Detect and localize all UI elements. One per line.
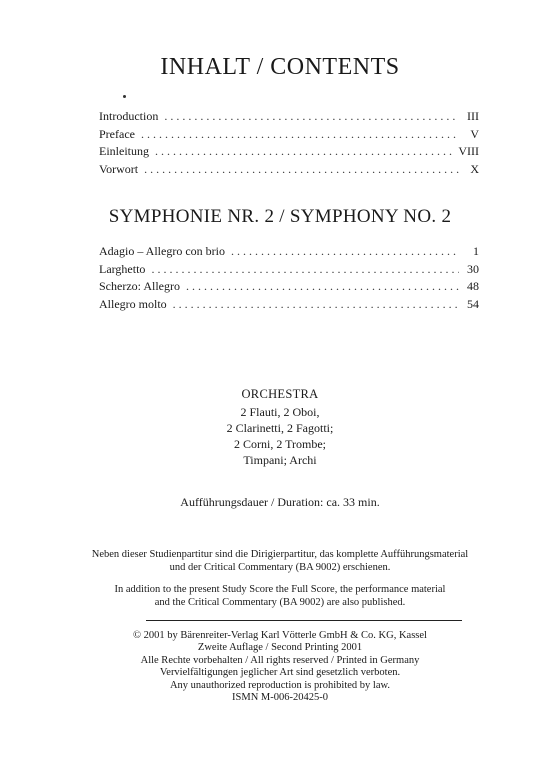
note-line: Neben dieser Studienpartitur sind die Dirigierpartitur, das komplette Aufführungsmaterial: [91, 549, 469, 560]
toc-entry-label: Introduction: [99, 109, 159, 123]
toc-entry[interactable]: [99, 244, 479, 262]
toc-entry-page: X: [470, 161, 479, 176]
toc-entry-page: 48: [467, 279, 479, 293]
toc-entry-page: III: [467, 109, 479, 123]
imprint-line: Any unauthorized reproduction is prohibited by law.: [169, 679, 391, 691]
toc-entry-label: Einleitung: [99, 144, 149, 158]
dot-leader: [186, 279, 459, 294]
imprint-line: Vervielfältigungen jeglicher Art sind gesetzlich verboten.: [159, 667, 401, 679]
performance-duration: Aufführungsdauer / Duration: ca. 33 min.: [180, 495, 380, 509]
orchestra-heading: ORCHESTRA: [241, 387, 319, 401]
toc-entry[interactable]: [99, 162, 479, 180]
toc-entry-label: Scherzo: Allegro: [99, 279, 180, 293]
toc-entry-label: Vorwort: [99, 161, 139, 176]
dot-leader: [151, 262, 459, 277]
toc-entry[interactable]: [99, 127, 479, 145]
note-line: In addition to the present Study Score the Full Score, the performance material: [114, 584, 446, 595]
toc-entry-label: Preface: [99, 126, 135, 141]
symphony-title: SYMPHONIE NR. 2 / SYMPHONY NO. 2: [108, 206, 452, 227]
toc-entry[interactable]: [99, 144, 479, 162]
movements-toc: [99, 244, 479, 314]
toc-entry-label: Allegro molto: [99, 296, 167, 311]
imprint-line: ISMN M-006-20425-0: [232, 692, 328, 704]
dot-leader: [141, 127, 459, 142]
toc-entry-page: VIII: [458, 144, 479, 158]
divider-rule: [146, 620, 462, 621]
print-speck: [123, 95, 126, 98]
imprint-line: Alle Rechte vorbehalten / All rights reserved / Printed in Germany: [140, 654, 420, 666]
toc-entry-page: 1: [473, 244, 479, 258]
instrumentation-line: 2 Corni, 2 Trombe;: [233, 437, 326, 451]
dot-leader: [155, 144, 452, 159]
instrumentation-line: 2 Flauti, 2 Oboi,: [240, 405, 320, 419]
orchestra-section: [0, 386, 560, 468]
toc-entry-page: 30: [467, 261, 479, 276]
toc-entry[interactable]: [99, 262, 479, 280]
instrumentation-line: 2 Clarinetti, 2 Fagotti;: [226, 421, 334, 435]
toc-entry[interactable]: [99, 109, 479, 127]
toc-entry-page: 54: [467, 296, 479, 311]
front-matter-toc: [99, 109, 479, 179]
toc-entry-label: Adagio – Allegro con brio: [99, 244, 225, 258]
copyright-imprint: [0, 630, 560, 704]
note-line: and the Critical Commentary (BA 9002) are also published.: [154, 597, 406, 608]
instrumentation-line: Timpani; Archi: [243, 453, 317, 467]
toc-entry[interactable]: [99, 279, 479, 297]
toc-entry-page: V: [470, 126, 479, 141]
publication-note-english: [0, 583, 560, 609]
publication-note-german: [0, 548, 560, 574]
note-line: und der Critical Commentary (BA 9002) erschienen.: [169, 562, 391, 573]
dot-leader: [231, 244, 459, 259]
dot-leader: [173, 297, 459, 312]
imprint-line: Zweite Auflage / Second Printing 2001: [197, 642, 363, 654]
imprint-line: © 2001 by Bärenreiter-Verlag Karl Vötterle GmbH & Co. KG, Kassel: [133, 630, 427, 641]
contents-title: INHALT / CONTENTS: [160, 54, 400, 80]
toc-entry[interactable]: [99, 297, 479, 315]
dot-leader: [164, 109, 459, 124]
dot-leader: [144, 162, 459, 177]
toc-entry-label: Larghetto: [99, 261, 146, 276]
